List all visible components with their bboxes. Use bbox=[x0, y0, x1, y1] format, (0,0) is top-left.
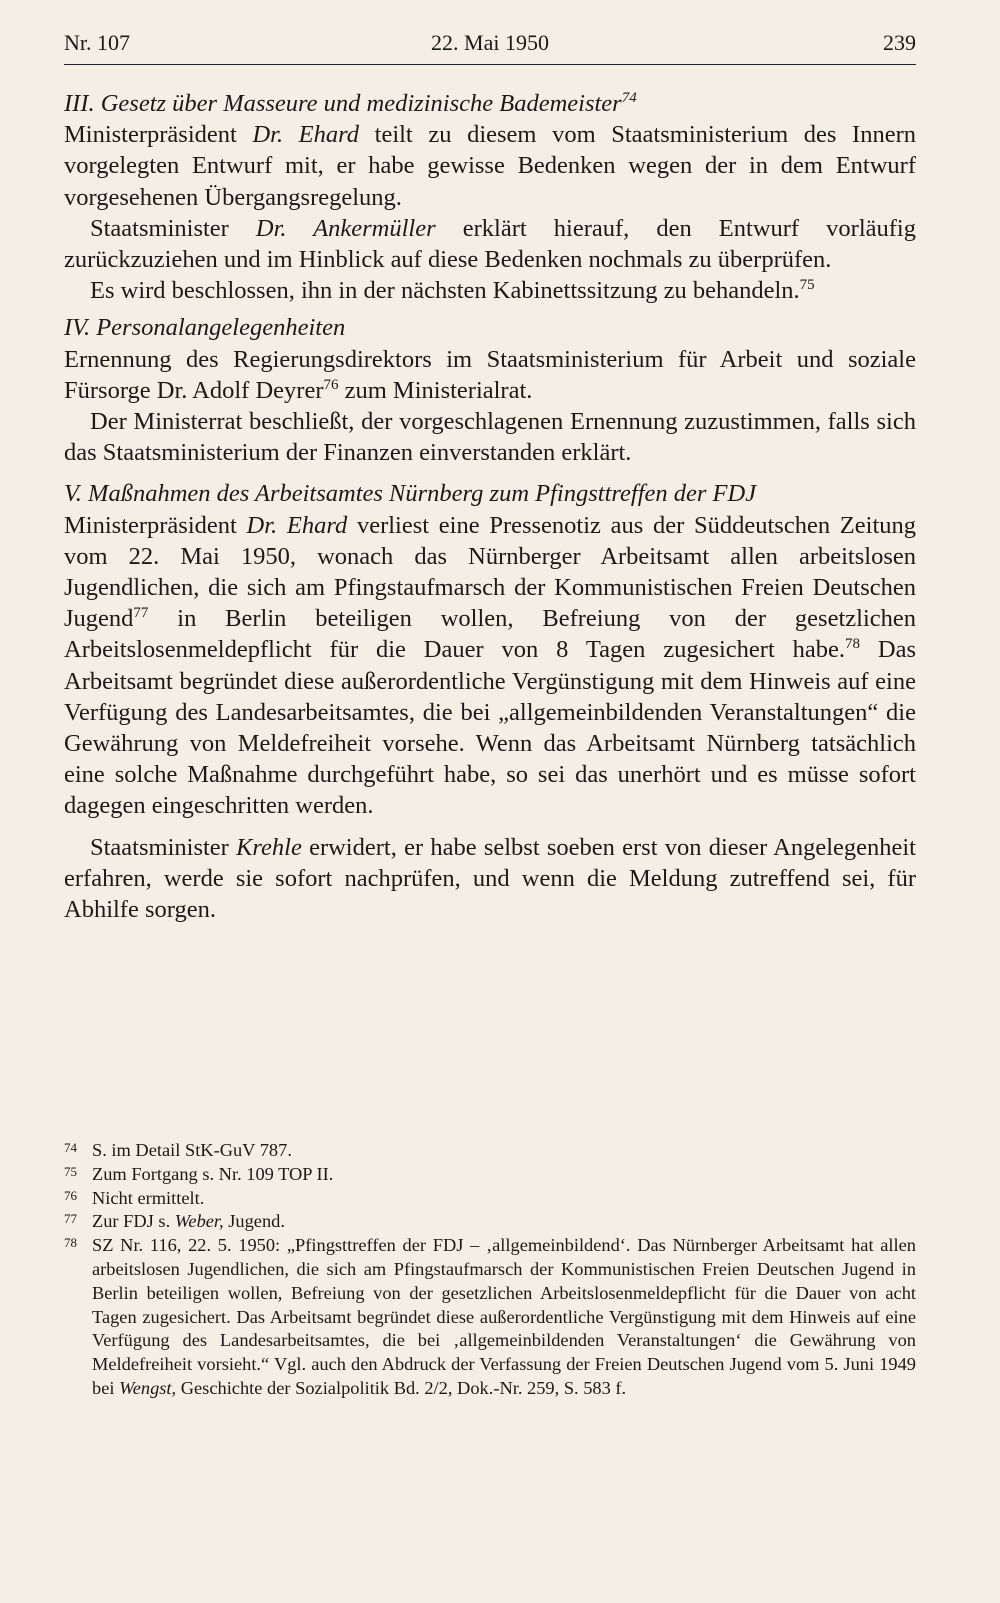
paragraph: Der Ministerrat beschließt, der vorgeschlagenen Ernennung zuzustimmen, falls sich das Staatsministerium der Finanzen einverstanden erklärt. bbox=[64, 408, 916, 467]
footnote-ref: 74 bbox=[621, 90, 637, 106]
paragraph: Ministerpräsident Dr. Ehard verliest eine Pressenotiz aus der Süddeutschen Zeitung vom 22. Mai 1950, wonach das Nürnberger Arbeitsamt allen arbeitslosen Jugendlichen, die sich am Pfingstaufmarsch der Kommunistischen Freien Deutschen Jugend$^{77}$ in Berlin beteiligen wollen, Befreiung von der gesetzlichen Arbeitslosenmeldepflicht für die Dauer von 8 Tagen zugesichert habe.$^{78}$ Das Arbeitsamt begründet diese außerordentliche Vergünstigung mit dem Hinweis auf eine Verfügung des Landesarbeitsamtes, die bei „allgemeinbildenden Veranstaltungen“ die Gewährung von Meldefreiheit vorsehe. Wenn das Arbeitsamt Nürnberg tatsächlich eine solche Maßnahme durchgeführt habe, so sei das unerhört und es müsse sofort dagegen eingeschritten werden. bbox=[64, 511, 916, 820]
footnote: 74 S. im Detail StK-GuV 787. bbox=[64, 1140, 292, 1160]
main-text bbox=[64, 88, 916, 925]
page-number: 239 bbox=[883, 30, 916, 55]
footnote: 78 SZ Nr. 116, 22. 5. 1950: „Pfingsttreffen der FDJ – ‚allgemeinbildend‘. Das Nürnberger Arbeitsamt hat allen arbeitslosen Jugendlichen, die sich am Pfingstaufmarsch der Kommunistischen Freien Deutschen Jugend in Berlin beteiligen wollen, Befreiung von der gesetzlichen Arbeitslosenmeldepflicht für die Dauer von acht Tagen zugesichert. Das Arbeitsamt begründet diese außerordentliche Vergünstigung mit dem Hinweis auf eine Verfügung des Landesarbeitsamtes, die bei ‚allgemeinbildenden Veranstaltungen‘ die Gewährung von Meldefreiheit vorsieht.“ Vgl. auch den Abdruck der Verfassung der Freien Deutschen Jugend vom 5. Juni 1949 bei Wengst, Geschichte der Sozialpolitik Bd. 2/2, Dok.-Nr. 259, S. 583 f. bbox=[64, 1235, 916, 1398]
footnote-ref: 76 bbox=[323, 376, 339, 393]
paragraph: Staatsminister Krehle erwidert, er habe selbst soeben erst von dieser Angelegenheit erfahren, werde sie sofort nachprüfen, und wenn die Meldung zutreffend sei, für Abhilfe sorgen. bbox=[64, 833, 916, 924]
page-header bbox=[64, 30, 916, 62]
footnote-ref: 78 bbox=[845, 636, 861, 653]
document-number: Nr. 107 bbox=[64, 30, 130, 55]
paragraph: Ministerpräsident Dr. Ehard teilt zu diesem vom Staatsministerium des Innern vorgelegten Entwurf mit, er habe gewisse Bedenken wegen der in dem Entwurf vorgesehenen Übergangsregelung. bbox=[64, 121, 916, 211]
document-date: 22. Mai 1950 bbox=[431, 30, 549, 55]
paragraph: Ernennung des Regierungsdirektors im Staatsministerium für Arbeit und soziale Fürsorge Dr. Adolf Deyrer$^{76}$ zum Ministerialrat. bbox=[64, 345, 916, 404]
footnote-ref: 77 bbox=[133, 605, 149, 622]
section-heading-4: IV. Personalangelegenheiten bbox=[64, 314, 346, 342]
section-heading-3: III. Gesetz über Masseure und medizinische Bademeister$^{74}$ bbox=[64, 90, 637, 117]
paragraph: Staatsminister Dr. Ankermüller erklärt hierauf, den Entwurf vorläufig zurückzuziehen und im Hinblick auf diese Bedenken nochmals zu überprüfen. bbox=[64, 214, 916, 274]
footnote: 75 Zum Fortgang s. Nr. 109 TOP II. bbox=[64, 1163, 334, 1184]
footnote: 77 Zur FDJ s. Weber, Jugend. bbox=[64, 1211, 285, 1232]
footnote-ref: 75 bbox=[799, 277, 815, 294]
paragraph: Es wird beschlossen, ihn in der nächsten Kabinettssitzung zu behandeln.$^{75}$ bbox=[90, 277, 815, 305]
section-heading-5: V. Maßnahmen des Arbeitsamtes Nürnberg zum Pfingsttreffen der FDJ bbox=[64, 480, 757, 508]
footnotes bbox=[64, 1139, 916, 1401]
footnote: 76 Nicht ermittelt. bbox=[64, 1187, 205, 1208]
header-rule bbox=[64, 64, 916, 65]
